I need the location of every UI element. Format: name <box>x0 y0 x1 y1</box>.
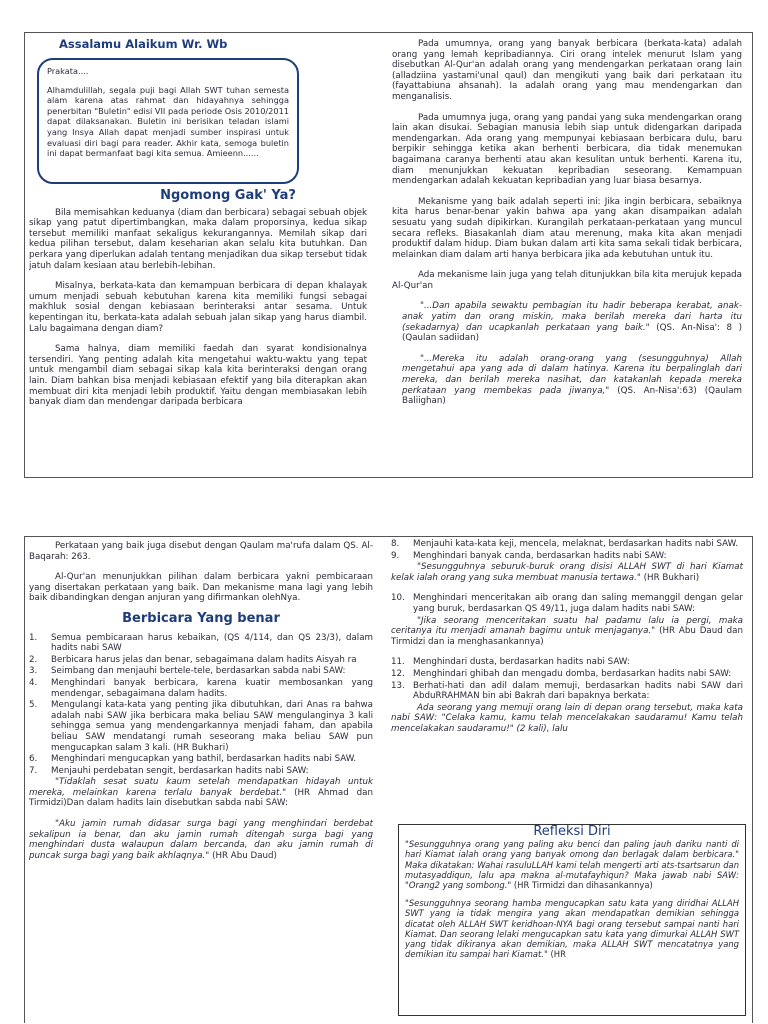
quote-text: "Aku jamin rumah didasar surga bagi yang menghindari berdebat sekalipun ia benar, dan aku jamin rumah ditengah surga bagi yang menghindari dusta walaupun dalam bercanda, dan aku jamin rumah di puncak surga bagi yang baik akhlaqnya." <box>29 819 373 861</box>
quote-reference: (QS. An-Nisa':63) (Qaulam Baliighan) <box>402 385 742 407</box>
list-text: Menghindari menceritakan aib orang dan saling memanggil dengan gelar yang buruk, berdasarkan QS 49/11, juga dalam hadits nabi SAW: <box>413 593 743 614</box>
list-item <box>29 700 373 753</box>
quran-quote-1 <box>402 301 742 343</box>
quote-text: "Sesungguhnya seorang hamba mengucapkan satu kata yang diridhai ALLAH SWT yang ia tidak mengira yang akan mendapatkan demikian sehingga dicatat oleh ALLAH SWT keridhoan-NYA bagi orang tersebut sampai nanti hari Kiamat. Dan seorang lelaki mengucapkan satu kata yang dimurkai ALLAH SWT yang tidak dikiranya akan demikian, maka ALLAH SWT mencatatnya yang demikian itu sampai hari Kiamat." <box>405 898 739 960</box>
refleksi-title: Refleksi Diri <box>533 824 611 839</box>
list-number: 7. <box>29 765 38 776</box>
list-text: Menjauhi kata-kata keji, mencela, melaknat, berdasarkan hadits nabi SAW. <box>413 539 738 549</box>
prakata-title: Prakata.... <box>47 66 89 76</box>
hadith-quote <box>29 819 373 861</box>
list-number: 13. <box>391 680 405 691</box>
paragraph: Sama halnya, diam memiliki faedah dan syarat kondisionalnya tersendiri. Yang penting adalah kita mengetahui waktu-waktu yang tepat untuk mengambil diam sebagai sikap kala kita berinteraksi dengan orang lain. Diam bahkan bisa menjadi kebiasaan efektif yang bila diterapkan akan membuat diri kita menjadi lebih produktif. Yaitu dengan membiasakan lebih banyak diam dan mendengar daripada berbicara <box>29 344 367 408</box>
list-text: Menghindari banyak berbicara, karena kuatir membosankan yang mendengar, sebagaimana dalam hadits. <box>51 677 373 699</box>
list-text: Seimbang dan menjauhi bertele-tele, berdasarkan sabda nabi SAW: <box>51 666 346 677</box>
paragraph: Misalnya, berkata-kata dan kemampuan berbicara di depan khalayak umum menjadi sebuah kebutuhan karena kita memiliki fungsi sebagai makhluk sosial dengan kebiasaan berinteraksi antar sesama. Untuk kepentingan itu, berkata-kata adalah sebuah jalan sikap yang harus diambil. Lalu bagaimana dengan diam? <box>29 281 367 334</box>
list-item <box>29 678 373 699</box>
rules-list <box>29 633 373 777</box>
quran-quote-2 <box>402 354 742 407</box>
list-item <box>29 655 373 666</box>
bulletin-page-1 <box>24 32 753 478</box>
quote-reference: (HR Abu Daud) <box>212 850 277 861</box>
paragraph: Perkataan yang baik juga disebut dengan Qaulam ma'rufa dalam QS. Al-Baqarah: 263. <box>29 541 373 562</box>
quote-text: "Sesungguhnya orang yang paling aku benci dan paling jauh dariku nanti di hari Kiamat ialah orang yang banyak omong dan berlagak dalam berbicara." Maka dikatakan: Wahai rasuluLLAH kami telah mengerti arti ats-tsartsarun dan mutasyaddiqun, lalu apa makna al-mutafayhiqun? Maka jawab nabi SAW: "Orang2 yang sombong." <box>405 839 739 891</box>
quote-reference: (HR Abu Daud dan Tirmidzi dan ia menghasankannya) <box>391 626 744 647</box>
list-number: 8. <box>391 539 400 549</box>
list-text: Semua pembicaraan harus kebaikan, (QS 4/114, dan QS 23/3), dalam hadits nabi SAW <box>51 632 373 654</box>
quote-reference: (HR Bukhari) <box>643 572 700 583</box>
list-item <box>391 657 743 668</box>
prakata-box <box>37 58 299 184</box>
list-text: Berbicara harus jelas dan benar, sebagaimana dalam hadits Aisyah ra <box>51 654 357 665</box>
section-title: Berbicara Yang benar <box>122 610 280 626</box>
list-item <box>29 754 373 765</box>
paragraph: Pada umumnya, orang yang banyak berbicara (berkata-kata) adalah orang yang lemah kepribadiannya. Ciri orang intelek menurut Islam yang disebutkan Al-Qur'an adalah orang yang mendengarkan perkataan orang lain (alladziina yastami'unal qaul) dan mengikuti yang baik dari perkataan itu (fayattabiuna ahsanah). Ia adalah orang yang mau mendengarkan dan menganalisis. <box>392 39 742 102</box>
quote-text: "Jika seorang menceritakan suatu hal padamu lalu ia pergi, maka ceritanya itu menjadi amanah bagimu untuk menjaganya." <box>391 615 743 637</box>
refleksi-quote <box>405 839 739 890</box>
list-number: 11. <box>391 657 405 668</box>
page2-left-column <box>29 541 373 871</box>
page1-article-left <box>29 188 367 418</box>
list-text: Berhati-hati dan adil dalam memuji, berdasarkan hadits nabi SAW dari AbduRRAHMAN bin abi Bakrah dari bapaknya berkata: <box>413 680 743 702</box>
rules-list-continued <box>391 593 743 614</box>
quote-text: "Tidaklah sesat suatu kaum setelah mendapatkan hidayah untuk mereka, melainkan karena terlalu banyak berdebat." <box>29 777 373 798</box>
refleksi-quote <box>405 898 739 959</box>
list-number: 10. <box>391 593 405 604</box>
list-item <box>391 669 743 680</box>
list-number: 1. <box>29 632 38 643</box>
page1-left-column <box>35 33 361 50</box>
paragraph: Mekanisme yang baik adalah seperti ini: Jika ingin berbicara, sebaiknya kita harus benar-benar yakin bahwa apa yang akan disampaikan adalah sesuatu yang sudah dipikirkan. Kurangilah perkataan-perkataan yang muncul secara refleks. Biasakanlah diam atau merenung, maka kita akan menjadi produktif dalam hidup. Diam bukan dalam arti kita sama sekali tidak berbicara, melainkan diam dalam arti hanya berbicara jika ada kebutuhan untuk itu. <box>392 196 742 260</box>
quote-reference: (HR Ahmad dan Tirmidzi)Dan dalam hadits lain disebutkan sabda nabi SAW: <box>29 787 374 809</box>
list-item <box>391 539 743 550</box>
list-text: Mengulangi kata-kata yang penting jika dibutuhkan, dari Anas ra bahwa adalah nabi SAW jika berbicara maka beliau SAW mengulanginya 3 kali sehingga semua yang mendengarkannya menjadi faham, dan apabila beliau SAW mendatangi rumah seseorang maka beliau SAW pun mengucapkan salam 3 kali. (HR Bukhari) <box>51 700 373 753</box>
refleksi-box <box>398 824 746 1016</box>
list-item <box>391 593 743 614</box>
list-text: Menghindari dusta, berdasarkan hadits nabi SAW: <box>413 657 630 668</box>
rules-list-continued <box>391 539 743 561</box>
list-number: 5. <box>29 700 38 711</box>
hadith-quote <box>391 616 743 648</box>
list-number: 4. <box>29 677 38 688</box>
list-item <box>391 551 743 562</box>
quote-text: "...Mereka itu adalah orang-orang yang (sesungguhnya) Allah mengetahui apa yang ada di dalam hatinya. Karena itu berpalinglah dari mereka, dan berilah mereka nasihat, dan katakanlah kepada mereka perkataan yang membekas pada jiwanya," <box>402 353 742 396</box>
paragraph: Ada mekanisme lain juga yang telah ditunjukkan bila kita merujuk kepada Al-Qur'an <box>392 270 742 291</box>
prakata-body: Alhamdulillah, segala puji bagi Allah SWT tuhan semesta alam karena atas rahmat dan hidayahnya sehingga penerbitan "Buletin" edisi VII pada periode Osis 2010/2011 dapat dilaksanakan. Buletin ini berisikan teladan islami yang Insya Allah dapat menjadi sumber inspirasi untuk evaluasi diri bagi para reader. Akhir kata, semoga buletin ini dapat bermanfaat bagi kita semua. Amieenn...... <box>47 84 289 159</box>
greeting-header: Assalamu Alaikum Wr. Wb <box>59 37 228 51</box>
quote-text: "...Dan apabila sewaktu pembagian itu hadir beberapa kerabat, anak-anak yatim dan orang miskin, maka berilah mereka dari harta itu (sekadarnya) dan ucapkanlah perkataan yang baik." <box>402 301 742 333</box>
quote-reference: (HR Tirmidzi dan dihasankannya) <box>513 880 653 891</box>
list-number: 2. <box>29 654 38 665</box>
quote-text: "Sesungguhnya seburuk-buruk orang disisi ALLAH SWT di hari Kiamat kelak ialah orang yang suka membuat manusia tertawa." <box>391 562 743 583</box>
list-number: 3. <box>29 666 38 677</box>
list-item <box>29 633 373 654</box>
hadith-quote: Ada seorang yang memuji orang lain di depan orang tersebut, maka kata nabi SAW: "Celaka kamu, kamu telah mencelakakan saudaramu! Kamu telah mencelakakan saudaramu!" (2 kali), lalu <box>391 702 743 734</box>
list-text: Menghindari banyak canda, berdasarkan hadits nabi SAW: <box>413 550 667 561</box>
list-item <box>391 681 743 702</box>
rules-list-continued <box>391 657 743 701</box>
list-item <box>29 766 373 777</box>
page2-right-column <box>391 539 743 735</box>
list-text: Menjauhi perdebatan sengit, berdasarkan hadits nabi SAW: <box>51 765 309 776</box>
paragraph: Pada umumnya juga, orang yang pandai yang suka mendengarkan orang lain akan disukai. Sebagian manusia lebih siap untuk didengarkan daripada mendengarkan. Ada orang yang mempunyai kebiasaan berbicara dulu, baru berpikir sehingga ketika akan berhenti berbicara, dia tidak menemukan bagaimana caranya berhenti atau akan kesulitan untuk berhenti. Karena itu, diam menunjukkan kekuatan kepribadian seseorang. Kemampuan mendengarkan adalah kekuatan kepribadian yang luar biasa besarnya. <box>392 112 742 187</box>
paragraph: Bila memisahkan keduanya (diam dan berbicara) sebagai sebuah objek sikap yang patut dipertimbangkan, maka dalam proporsinya, kedua sikap tersebut memiliki manfaat sekaligus kekurangannya. Memilah sikap dari kedua pilihan tersebut, dalam keseharian akan selalu kita butuhkan. Dan perkara yang diperlukan adalah tentang menjadikan dua sikap tersebut tidak jatuh dalam kesiaan atau berlebih-lebihan. <box>29 207 367 271</box>
list-number: 12. <box>391 668 405 679</box>
list-item <box>29 666 373 677</box>
paragraph: Al-Qur'an menunjukkan pilihan dalam berbicara yakni pembicaraan yang disertakan perkataan yang baik. Dan mekanisme mana lagi yang lebih baik dibandingkan dengan anjuran yang difirmankan olehNya. <box>29 572 373 604</box>
list-text: Menghindari mengucapkan yang bathil, berdasarkan hadits nabi SAW. <box>51 754 357 765</box>
quote-reference: (HR <box>550 949 566 960</box>
quote-reference: (QS. An-Nisa': 8 ) (Qaulan sadiidan) <box>402 322 743 344</box>
list-number: 9. <box>391 550 400 561</box>
hadith-quote <box>391 562 743 583</box>
page1-right-column <box>392 39 742 417</box>
list-number: 6. <box>29 754 38 765</box>
hadith-quote <box>29 777 373 809</box>
list-text: Menghindari ghibah dan mengadu domba, berdasarkan hadits nabi SAW: <box>413 668 732 679</box>
article-title: Ngomong Gak' Ya? <box>160 188 296 203</box>
